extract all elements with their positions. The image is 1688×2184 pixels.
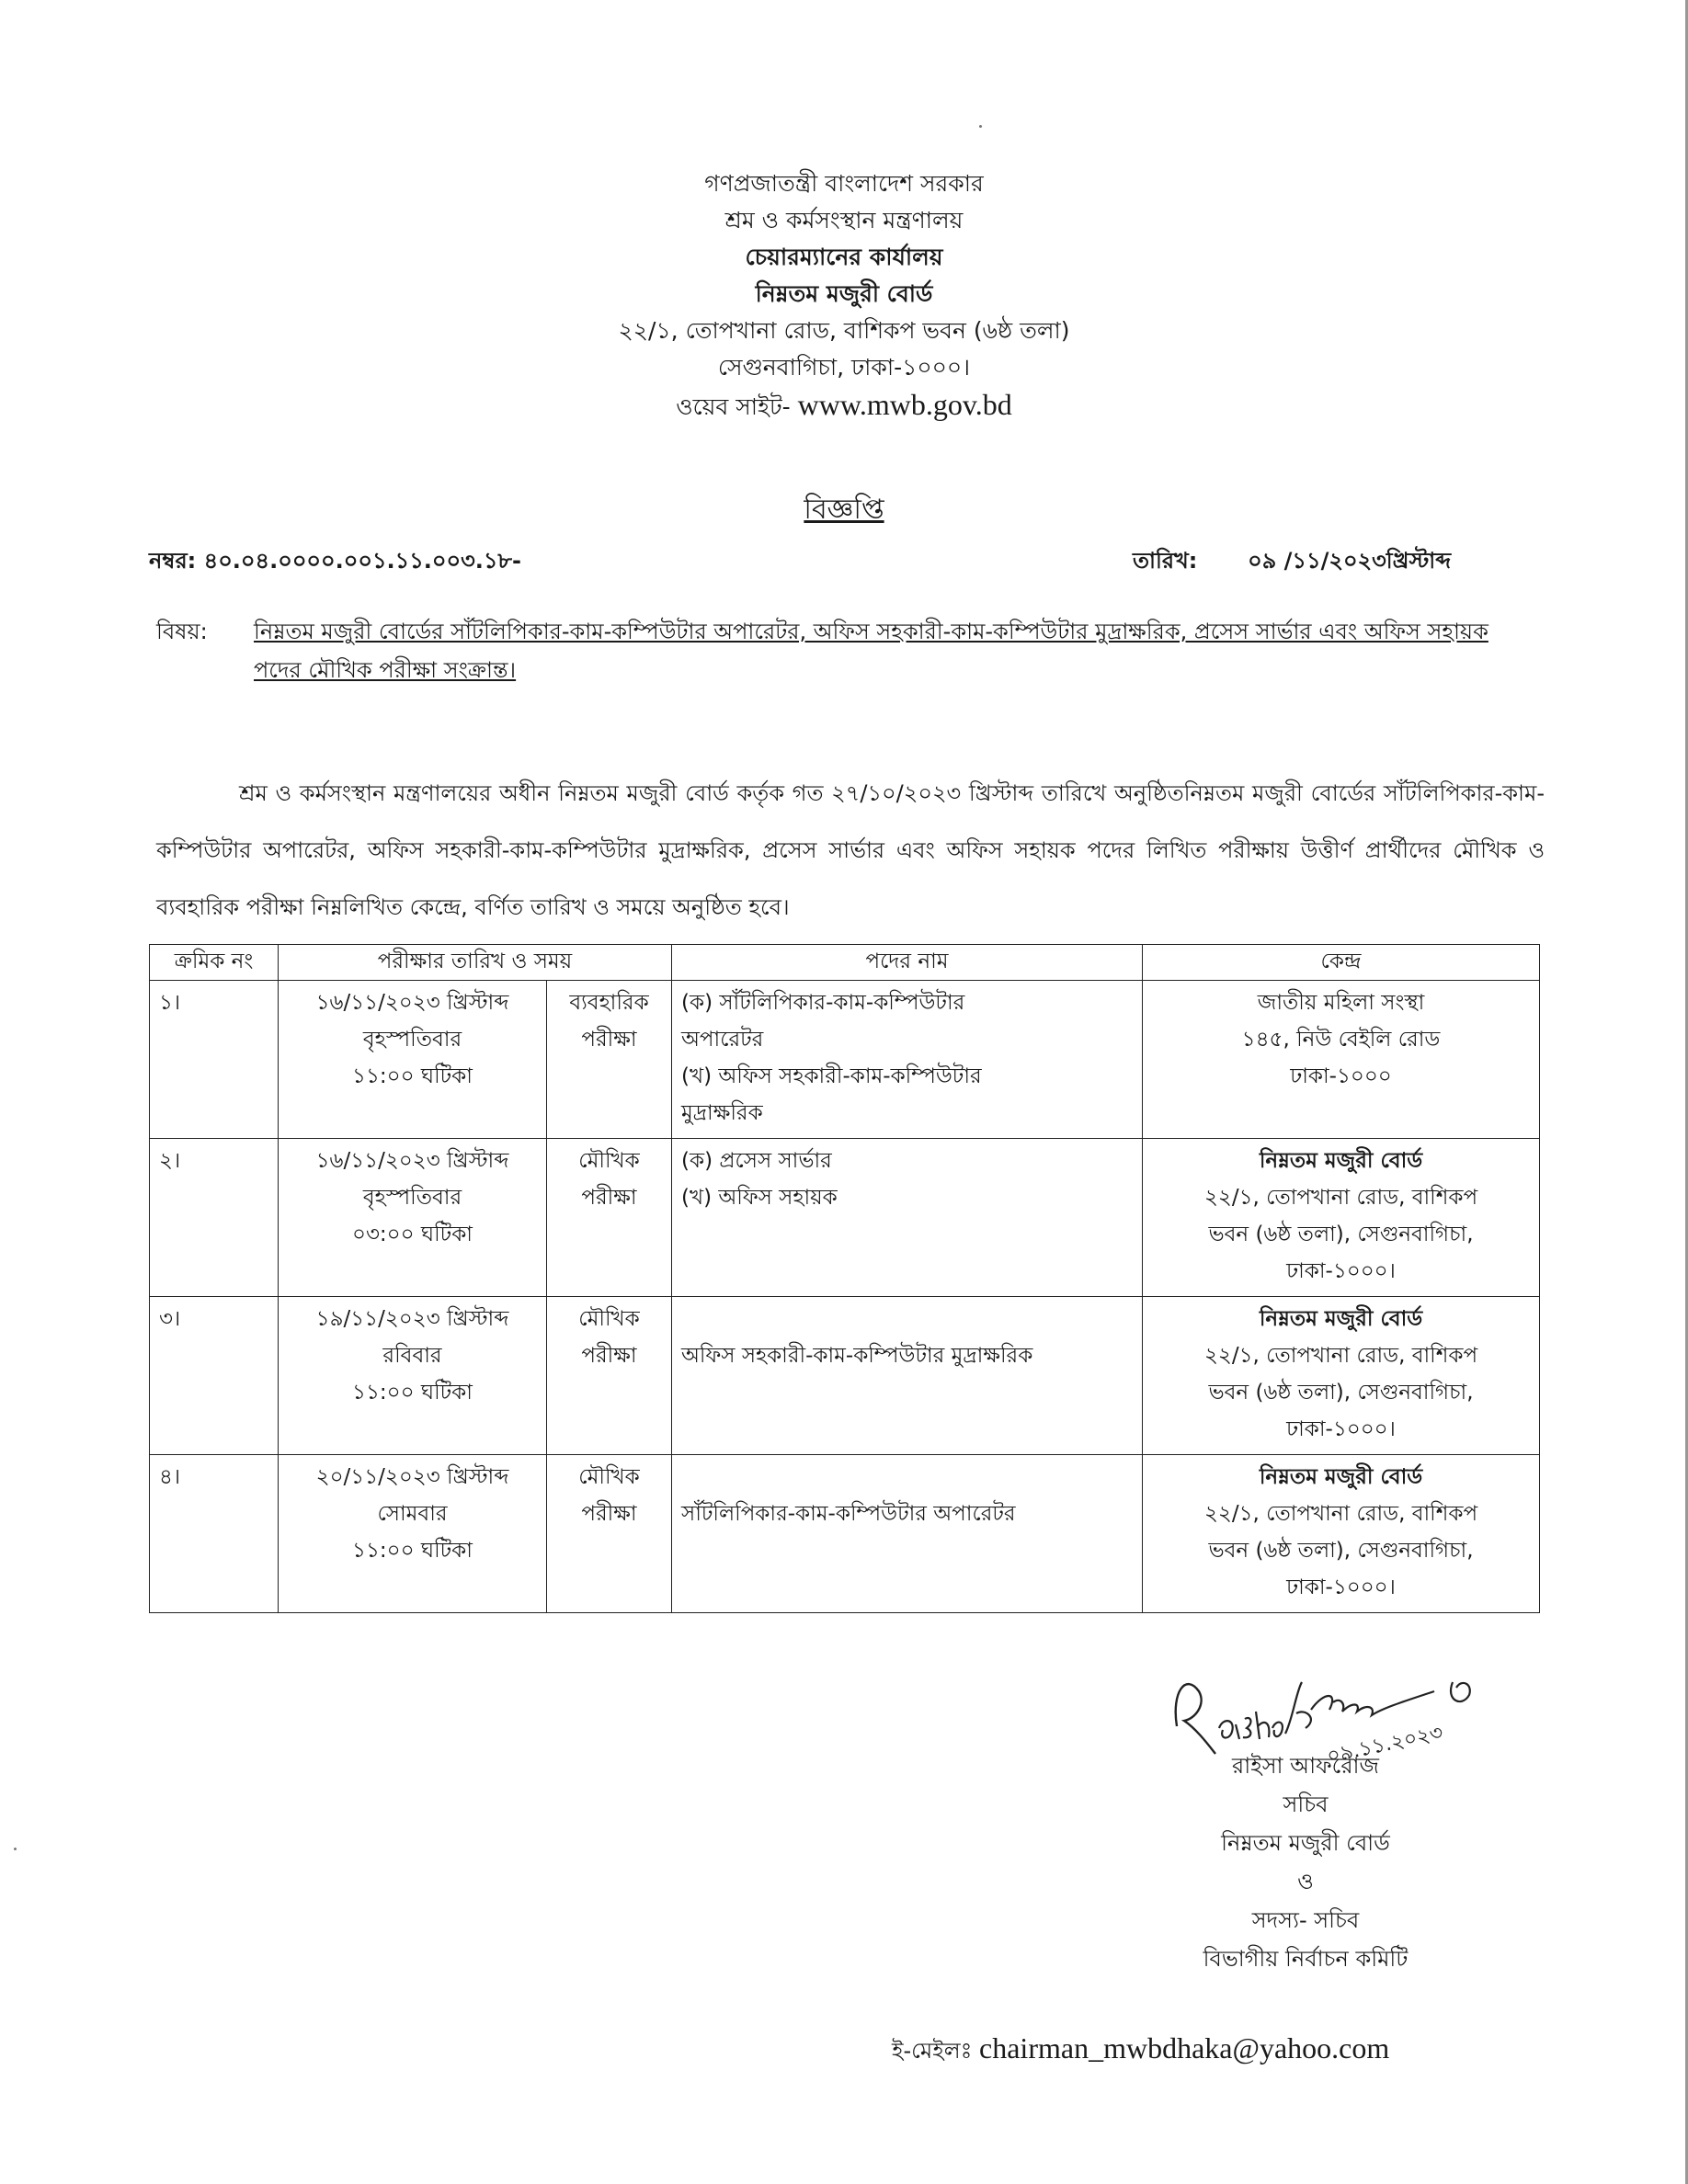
cell-exam-type <box>547 1455 672 1613</box>
notice-title-text: বিজ্ঞপ্তি <box>804 494 884 526</box>
cell-date-time <box>279 981 547 1139</box>
subject-text: নিম্নতম মজুরী বোর্ডের সাঁটলিপিকার-কাম-কম্পিউটার অপারেটর, অফিস সহকারী-কাম-কম্পিউটার মুদ্রাক্ষরিক, প্রসেস সার্ভার এবং অফিস সহায়ক পদের মৌখিক পরীক্ষা সংক্রান্ত। <box>254 619 1488 683</box>
center-address: ভবন (৬ষ্ঠ তলা), সেগুনবাগিচা, <box>1208 1381 1474 1405</box>
exam-date: ১৬/১১/২০২৩ খ্রিস্টাব্দ <box>315 1149 509 1173</box>
notice-title <box>0 487 1688 534</box>
cell-serial <box>150 1139 279 1297</box>
center-title: নিম্নতম মজুরী বোর্ড <box>1259 1307 1423 1331</box>
post-name: (ক) প্রসেস সার্ভার <box>681 1149 832 1173</box>
exam-day: বৃহস্পতিবার <box>362 1028 462 1052</box>
serial-number: ১। <box>159 991 181 1015</box>
government-name: গণপ্রজাতন্ত্রী বাংলাদেশ সরকার <box>704 170 984 197</box>
exam-day: সোমবার <box>377 1502 448 1526</box>
cell-serial <box>150 1455 279 1613</box>
email-row <box>892 2031 1389 2071</box>
cell-center <box>1143 981 1540 1139</box>
serial-number: ৩। <box>159 1307 181 1331</box>
website-line <box>0 386 1688 426</box>
exam-time: ১১:০০ ঘটিকা <box>352 1539 473 1563</box>
signatory-designation-2: সদস্য- সচিব <box>1251 1907 1360 1933</box>
cell-center <box>1143 1297 1540 1455</box>
exam-date: ২০/১১/২০২৩ খ্রিস্টাব্দ <box>315 1465 509 1489</box>
signatory-conjunction: ও <box>1297 1869 1314 1894</box>
table-row <box>150 1455 1540 1613</box>
email-address[interactable]: chairman_mwbdhaka@yahoo.com <box>979 2031 1390 2065</box>
post-name <box>681 1301 1133 1337</box>
address-line-2: সেগুনবাগিচা, ঢাকা-১০০০। <box>717 354 971 381</box>
signatory-board: নিম্নতম মজুরী বোর্ড <box>1221 1830 1390 1856</box>
signatory-block <box>1048 1746 1563 1978</box>
center-address: ১৪৫, নিউ বেইলি রোড <box>1241 1028 1441 1052</box>
email-label: ই-মেইলঃ <box>892 2038 973 2064</box>
exam-type-text: পরীক্ষা <box>581 1028 637 1052</box>
exam-type-text: পরীক্ষা <box>581 1186 637 1210</box>
serial-number: ২। <box>159 1149 181 1173</box>
exam-type-text: মৌখিক <box>578 1465 640 1489</box>
memo-date-label: তারিখ: <box>1133 548 1198 574</box>
center-address: ঢাকা-১০০০। <box>1286 1575 1396 1599</box>
post-name: মুদ্রাক্ষরিক <box>681 1101 763 1125</box>
cell-date-time <box>279 1455 547 1613</box>
board-name: নিম্নতম মজুরী বোর্ড <box>755 280 933 307</box>
exam-day: রবিবার <box>382 1344 442 1368</box>
office-name: চেয়ারম্যানের কার্যালয় <box>745 244 943 270</box>
cell-post <box>672 981 1143 1139</box>
cell-exam-type <box>547 1139 672 1297</box>
cell-post <box>672 1297 1143 1455</box>
post-name: (ক) সাঁটলিপিকার-কাম-কম্পিউটার <box>681 991 965 1015</box>
exam-day: বৃহস্পতিবার <box>362 1186 462 1210</box>
exam-type-text: পরীক্ষা <box>581 1502 637 1526</box>
post-name <box>681 1459 1133 1496</box>
signature-date: ০৯.১১.২০২৩ <box>1325 1721 1445 1769</box>
header-date-time: পরীক্ষার তারিখ ও সময় <box>279 945 672 981</box>
cell-center <box>1143 1139 1540 1297</box>
post-name: (খ) অফিস সহকারী-কাম-কম্পিউটার <box>681 1064 982 1088</box>
header-serial: ক্রমিক নং <box>150 945 279 981</box>
ministry-name: শ্রম ও কর্মসংস্থান মন্ত্রণালয় <box>724 207 964 233</box>
cell-center <box>1143 1455 1540 1613</box>
header-center: কেন্দ্র <box>1143 945 1540 981</box>
center-address: ২২/১, তোপখানা রোড, বাশিকপ <box>1203 1186 1478 1210</box>
post-name: অফিস সহকারী-কাম-কম্পিউটার মুদ্রাক্ষরিক <box>681 1344 1033 1368</box>
exam-type-text: ব্যবহারিক <box>569 991 649 1015</box>
exam-time: ১১:০০ ঘটিকা <box>352 1064 473 1088</box>
center-address: ভবন (৬ষ্ঠ তলা), সেগুনবাগিচা, <box>1208 1223 1474 1246</box>
header-post: পদের নাম <box>672 945 1143 981</box>
cell-exam-type <box>547 981 672 1139</box>
center-title: নিম্নতম মজুরী বোর্ড <box>1259 1465 1423 1489</box>
cell-post <box>672 1139 1143 1297</box>
exam-type-text: পরীক্ষা <box>581 1344 637 1368</box>
cell-serial <box>150 981 279 1139</box>
memo-number: নম্বর: ৪০.০৪.০০০০.০০১.১১.০০৩.১৮- <box>149 548 521 574</box>
post-name: অপারেটর <box>681 1028 764 1052</box>
memo-date-value: ০৯ /১১/২০২৩খ্রিস্টাব্দ <box>1248 548 1452 574</box>
exam-date: ১৯/১১/২০২৩ খ্রিস্টাব্দ <box>315 1307 509 1331</box>
post-name: সাঁটলিপিকার-কাম-কম্পিউটার অপারেটর <box>681 1502 1016 1526</box>
memo-date <box>1133 544 1451 581</box>
center-address: ঢাকা-১০০০। <box>1286 1417 1396 1441</box>
exam-type-text: মৌখিক <box>578 1307 640 1331</box>
signatory-committee: বিভাগীয় নির্বাচন কমিটি <box>1203 1946 1409 1972</box>
table-row <box>150 1139 1540 1297</box>
scan-speck <box>14 1848 17 1850</box>
center-address: ভবন (৬ষ্ঠ তলা), সেগুনবাগিচা, <box>1208 1539 1474 1563</box>
body-paragraph: শ্রম ও কর্মসংস্থান মন্ত্রণালয়ের অধীন নিম্নতম মজুরী বোর্ড কর্তৃক গত ২৭/১০/২০২৩ খ্রিস্টাব্দ তারিখে অনুষ্ঠিতনিম্নতম মজুরী বোর্ডের সাঁটলিপিকার-কাম-কম্পিউটার অপারেটর, অফিস সহকারী-কাম-কম্পিউটার মুদ্রাক্ষরিক, প্রসেস সার্ভার এবং অফিস সহায়ক পদের লিখিত পরীক্ষায় উত্তীর্ণ প্রার্থীদের মৌখিক ও ব্যবহারিক পরীক্ষা নিম্নলিখিত কেন্দ্রে, বর্ণিত তারিখ ও সময়ে অনুষ্ঠিত হবে। <box>156 780 1545 920</box>
center-title: জাতীয় মহিলা সংস্থা <box>1257 991 1425 1015</box>
signatory-name: রাইসা আফরোজ <box>1232 1753 1379 1779</box>
center-address: ২২/১, তোপখানা রোড, বাশিকপ <box>1203 1344 1478 1368</box>
scan-speck <box>979 125 982 128</box>
address-line-1: ২২/১, তোপখানা রোড, বাশিকপ ভবন (৬ষ্ঠ তলা) <box>618 317 1070 344</box>
cell-date-time <box>279 1297 547 1455</box>
website-url: www.mwb.gov.bd <box>797 388 1012 421</box>
table-header-row <box>150 945 1540 981</box>
post-name: (খ) অফিস সহায়ক <box>681 1186 838 1210</box>
signatory-designation: সচিব <box>1283 1792 1329 1817</box>
exam-date: ১৬/১১/২০২৩ খ্রিস্টাব্দ <box>315 991 509 1015</box>
serial-number: ৪। <box>159 1465 181 1489</box>
website-label: ওয়েব সাইট- <box>676 393 791 420</box>
cell-serial <box>150 1297 279 1455</box>
cell-date-time <box>279 1139 547 1297</box>
center-title: নিম্নতম মজুরী বোর্ড <box>1259 1149 1423 1173</box>
exam-time: ০৩:০০ ঘটিকা <box>352 1223 473 1246</box>
exam-time: ১১:০০ ঘটিকা <box>352 1381 473 1405</box>
center-address: ঢাকা-১০০০। <box>1286 1259 1396 1283</box>
table-row <box>150 981 1540 1139</box>
subject-label: বিষয়: <box>156 619 208 644</box>
center-address: ২২/১, তোপখানা রোড, বাশিকপ <box>1203 1502 1478 1526</box>
cell-post <box>672 1455 1143 1613</box>
cell-exam-type <box>547 1297 672 1455</box>
schedule-table <box>149 944 1540 1613</box>
table-row <box>150 1297 1540 1455</box>
letterhead <box>0 165 1688 426</box>
center-address: ঢাকা-১০০০ <box>1290 1064 1392 1088</box>
exam-type-text: মৌখিক <box>578 1149 640 1173</box>
